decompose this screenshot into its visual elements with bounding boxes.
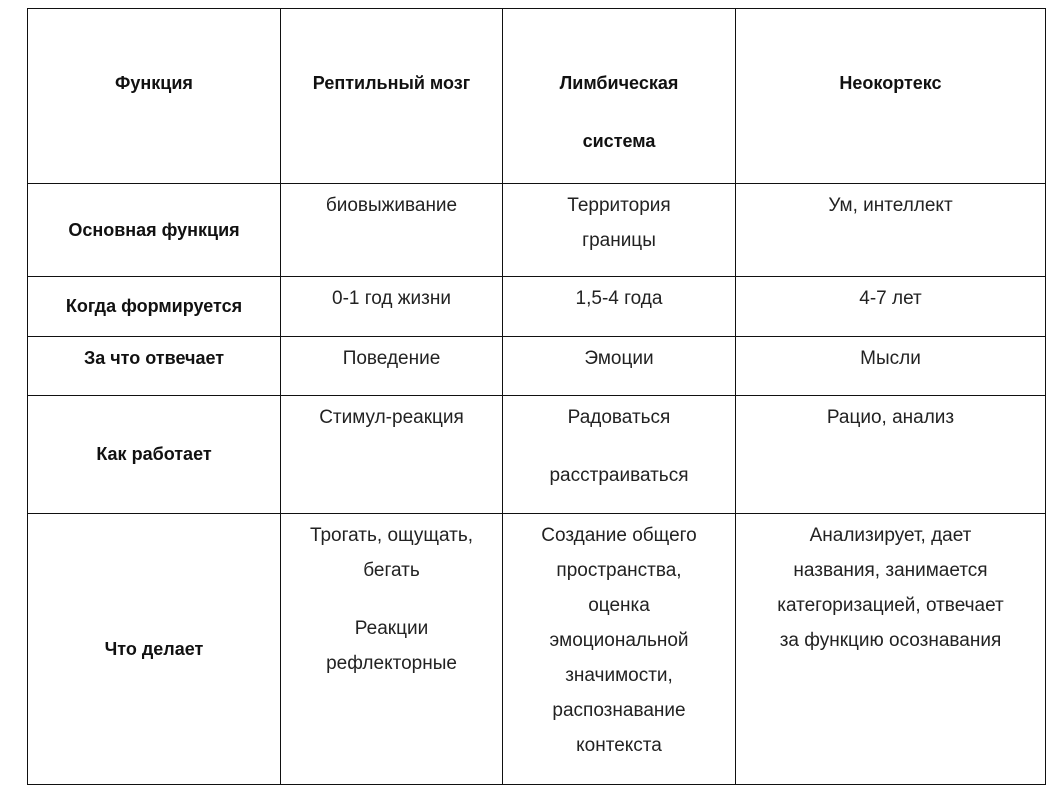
table-cell: [503, 396, 736, 514]
table-cell: [281, 514, 503, 785]
cell-line: Анализирует, дает: [809, 525, 972, 546]
cell-line: эмоциональной: [549, 630, 689, 651]
row-label-when-formed: Когда формируется: [28, 277, 281, 337]
table-cell: [281, 277, 503, 337]
row-label-main-function: Основная функция: [28, 184, 281, 277]
table-cell: [736, 396, 1046, 514]
cell-line: названия, занимается: [793, 560, 988, 581]
table-cell: [503, 184, 736, 277]
cell-line: Рацио, анализ: [826, 407, 955, 428]
header-limbic-system: [503, 9, 736, 184]
cell-line: Радоваться: [567, 407, 671, 428]
header-text: Функция: [115, 73, 193, 93]
cell-gap: [503, 435, 735, 458]
row-label-how-it-works: Как работает: [28, 396, 281, 514]
row-label-what-it-does: Что делает: [28, 514, 281, 785]
table-cell: [503, 514, 736, 785]
table-cell: [503, 337, 736, 396]
cell-line: 1,5-4 года: [575, 288, 663, 309]
cell-line: Трогать, ощущать,: [309, 525, 474, 546]
comparison-table: [27, 8, 1046, 785]
header-row: [28, 9, 1046, 184]
table-cell: [736, 514, 1046, 785]
table-cell: [281, 184, 503, 277]
header-text: система: [582, 131, 656, 151]
table-cell: [503, 277, 736, 337]
cell-line: Поведение: [342, 348, 441, 369]
table-cell: [736, 184, 1046, 277]
cell-line: Создание общего: [541, 525, 697, 546]
cell-line: границы: [582, 230, 656, 251]
cell-line: Ум, интеллект: [828, 195, 953, 216]
table-row: [28, 277, 1046, 337]
table-row: [28, 514, 1046, 785]
cell-line: Территория: [567, 195, 671, 216]
cell-line: расстраиваться: [549, 465, 689, 486]
cell-line: за функцию осознавания: [779, 630, 1002, 651]
header-neocortex: [736, 9, 1046, 184]
cell-line: Эмоции: [584, 348, 654, 369]
row-label-responsible-for: За что отвечает: [28, 337, 281, 396]
cell-line: категоризацией, отвечает: [777, 595, 1004, 616]
header-reptilian-brain: [281, 9, 503, 184]
header-text: Неокортекс: [839, 73, 942, 93]
cell-line: Стимул-реакция: [319, 407, 464, 428]
cell-gap: [281, 588, 502, 611]
cell-line: значимости,: [565, 665, 673, 686]
cell-line: Реакции: [354, 618, 429, 639]
header-function: [28, 9, 281, 184]
header-text: Лимбическая: [559, 73, 679, 93]
cell-line: бегать: [363, 560, 420, 581]
table-cell: [736, 337, 1046, 396]
cell-line: 4-7 лет: [859, 288, 922, 309]
cell-line: 0-1 год жизни: [332, 288, 451, 309]
table-row: [28, 337, 1046, 396]
cell-line: Мысли: [860, 348, 921, 369]
cell-line: биовыживание: [325, 195, 458, 216]
cell-line: распознавание: [552, 700, 686, 721]
table-row: [28, 396, 1046, 514]
table-cell: [281, 396, 503, 514]
cell-line: пространства,: [556, 560, 682, 581]
table-row: [28, 184, 1046, 277]
cell-line: оценка: [588, 595, 650, 616]
cell-line: рефлекторные: [326, 653, 457, 674]
header-text: Рептильный мозг: [312, 73, 471, 93]
table-cell: [281, 337, 503, 396]
cell-line: контекста: [576, 735, 662, 756]
table-cell: [736, 277, 1046, 337]
